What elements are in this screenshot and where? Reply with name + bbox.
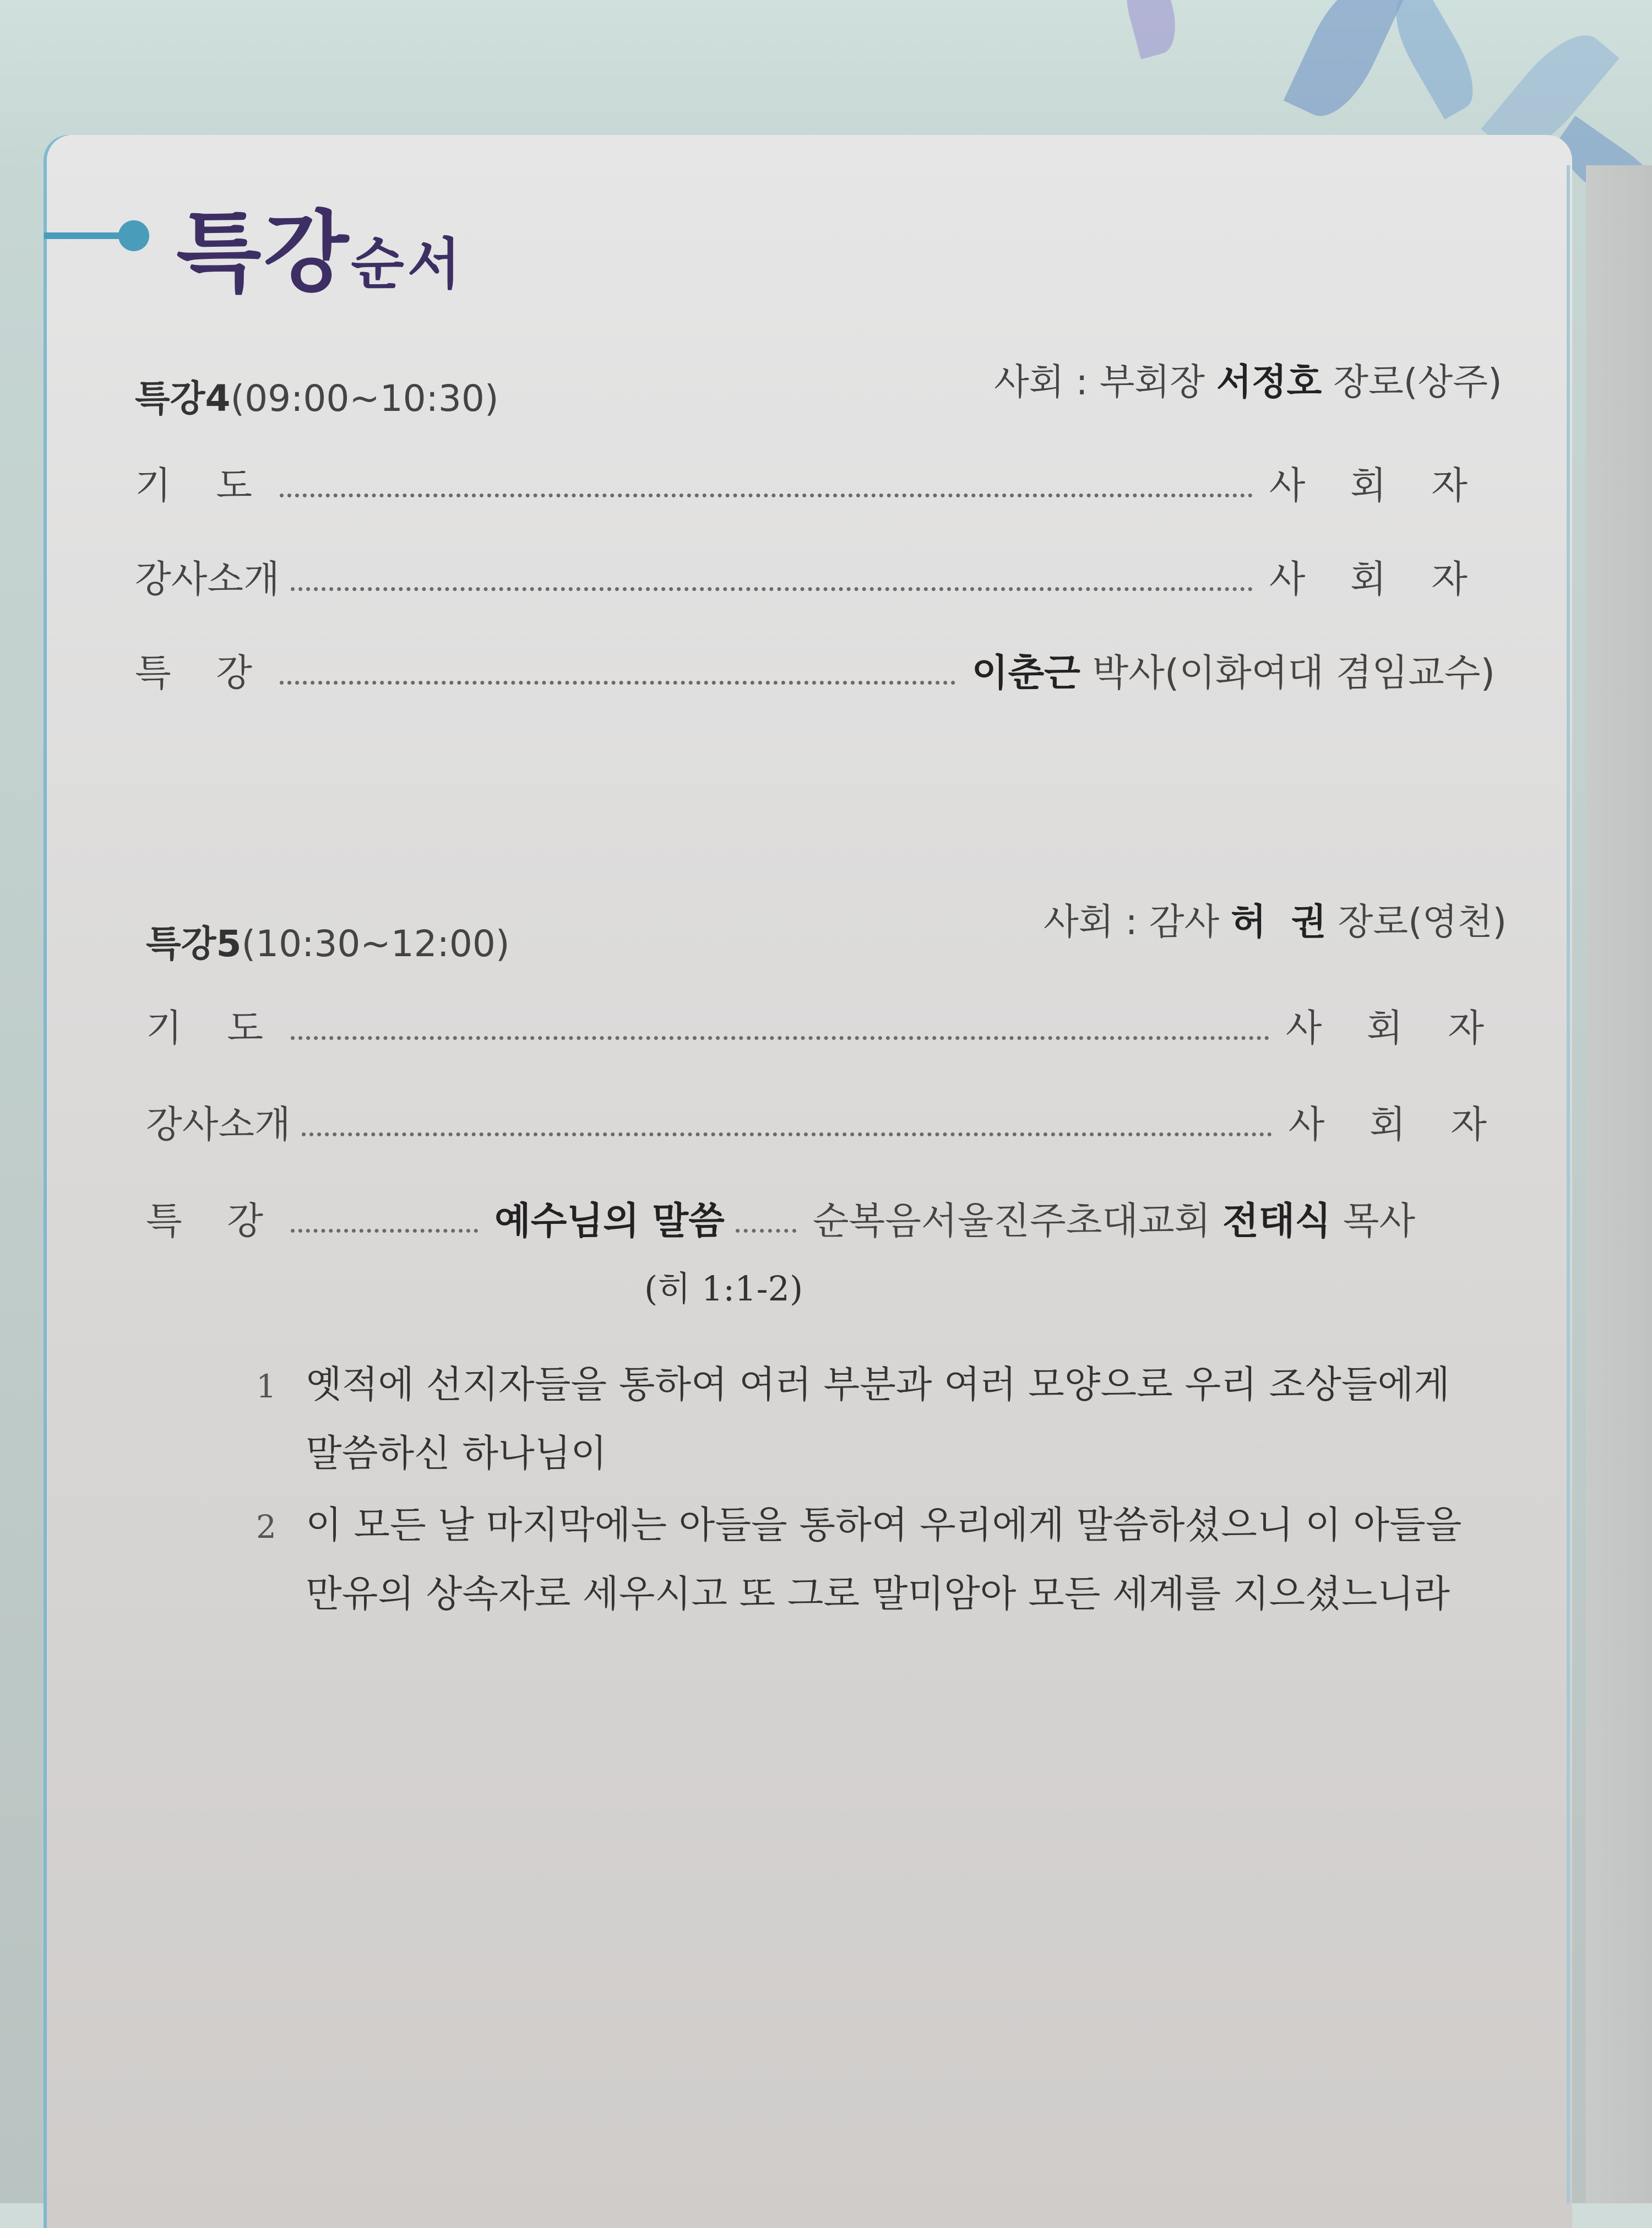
row-value: 사 회 자	[1288, 1103, 1503, 1147]
verse-2	[256, 1495, 1462, 1549]
verse-text: 이 모든 날 마지막에는 아들을 통하여 우리에게 말씀하셨으니 이 아들을	[306, 1504, 1462, 1547]
session5-heading	[146, 914, 510, 967]
row-label: 기 도	[135, 464, 269, 508]
title-accent-dot	[118, 220, 149, 251]
session5-row-intro	[146, 1099, 1503, 1148]
session4-heading-time: (09:00~10:30)	[230, 377, 499, 420]
page-edge-line	[1567, 165, 1570, 2203]
row-label: 특 강	[135, 652, 269, 695]
row-label: 강사소개	[146, 1103, 291, 1147]
verse-1-continued: 말씀하신 하나님이	[306, 1432, 607, 1476]
row-label: 기 도	[146, 1007, 280, 1050]
row-value: 사 회 자	[1285, 1007, 1501, 1050]
speaker-name: 이춘근	[971, 652, 1080, 695]
session4-row-prayer	[135, 460, 1484, 509]
row-label: 강사소개	[135, 558, 280, 601]
page-title	[176, 182, 464, 308]
session5-moderator-suffix: 장로(영천)	[1326, 901, 1507, 943]
dot-leader	[291, 587, 1253, 591]
booklet-page	[47, 135, 1572, 2228]
session5-row-lecture	[146, 1195, 1517, 1245]
speaker-name: 전태식	[1222, 1200, 1332, 1243]
speaker-affiliation: 박사(이화여대 겸임교수)	[1080, 652, 1495, 695]
dot-leader	[302, 1132, 1272, 1136]
verse-1	[256, 1355, 1450, 1408]
speaker-title: 목사	[1331, 1200, 1416, 1243]
page-title-sub: 순서	[351, 232, 464, 296]
scripture-reference: (히 1:1-2)	[644, 1269, 803, 1309]
session4-moderator	[994, 353, 1502, 405]
page-title-main: 특강	[176, 201, 351, 304]
dot-leader	[291, 1036, 1269, 1040]
row-value	[972, 643, 1495, 697]
church-name: 순복음서울진주초대교회	[812, 1200, 1222, 1243]
dot-leader	[280, 494, 1253, 497]
dot-leader	[280, 681, 955, 685]
session5-row-prayer	[146, 1002, 1501, 1052]
row-value: 사 회 자	[1269, 558, 1484, 601]
session5-heading-label: 특강5	[146, 923, 242, 965]
session4-moderator-suffix: 장로(상주)	[1322, 361, 1502, 403]
session4-row-lecture	[135, 647, 1495, 697]
session4-row-intro	[135, 554, 1484, 603]
dot-leader	[291, 1229, 478, 1233]
verse-text: 옛적에 선지자들을 통하여 여러 부분과 여러 모양으로 우리 조상들에게	[306, 1363, 1450, 1407]
session5-moderator-name: 허 권	[1231, 901, 1327, 943]
session5-heading-time: (10:30~12:00)	[241, 923, 510, 965]
session5-moderator-prefix: 사회 : 감사	[1044, 901, 1231, 943]
sermon-title: 예수님의 말씀	[494, 1200, 725, 1243]
row-value: 사 회 자	[1269, 464, 1484, 508]
row-label: 특 강	[146, 1200, 280, 1243]
session4-moderator-name: 서정호	[1216, 361, 1322, 403]
session4-moderator-prefix: 사회 : 부회장	[994, 361, 1216, 403]
verse-2-continued: 만유의 상속자로 세우시고 또 그로 말미암아 모든 세계를 지으셨느니라	[306, 1573, 1450, 1616]
verse-number: 1	[256, 1368, 276, 1405]
next-page-edge	[1586, 165, 1652, 2203]
verse-number: 2	[256, 1508, 276, 1546]
row-value	[813, 1191, 1415, 1245]
session4-heading	[135, 369, 499, 421]
dot-leader	[736, 1229, 796, 1233]
session4-heading-label: 특강4	[135, 377, 231, 420]
session5-moderator	[1044, 892, 1507, 945]
